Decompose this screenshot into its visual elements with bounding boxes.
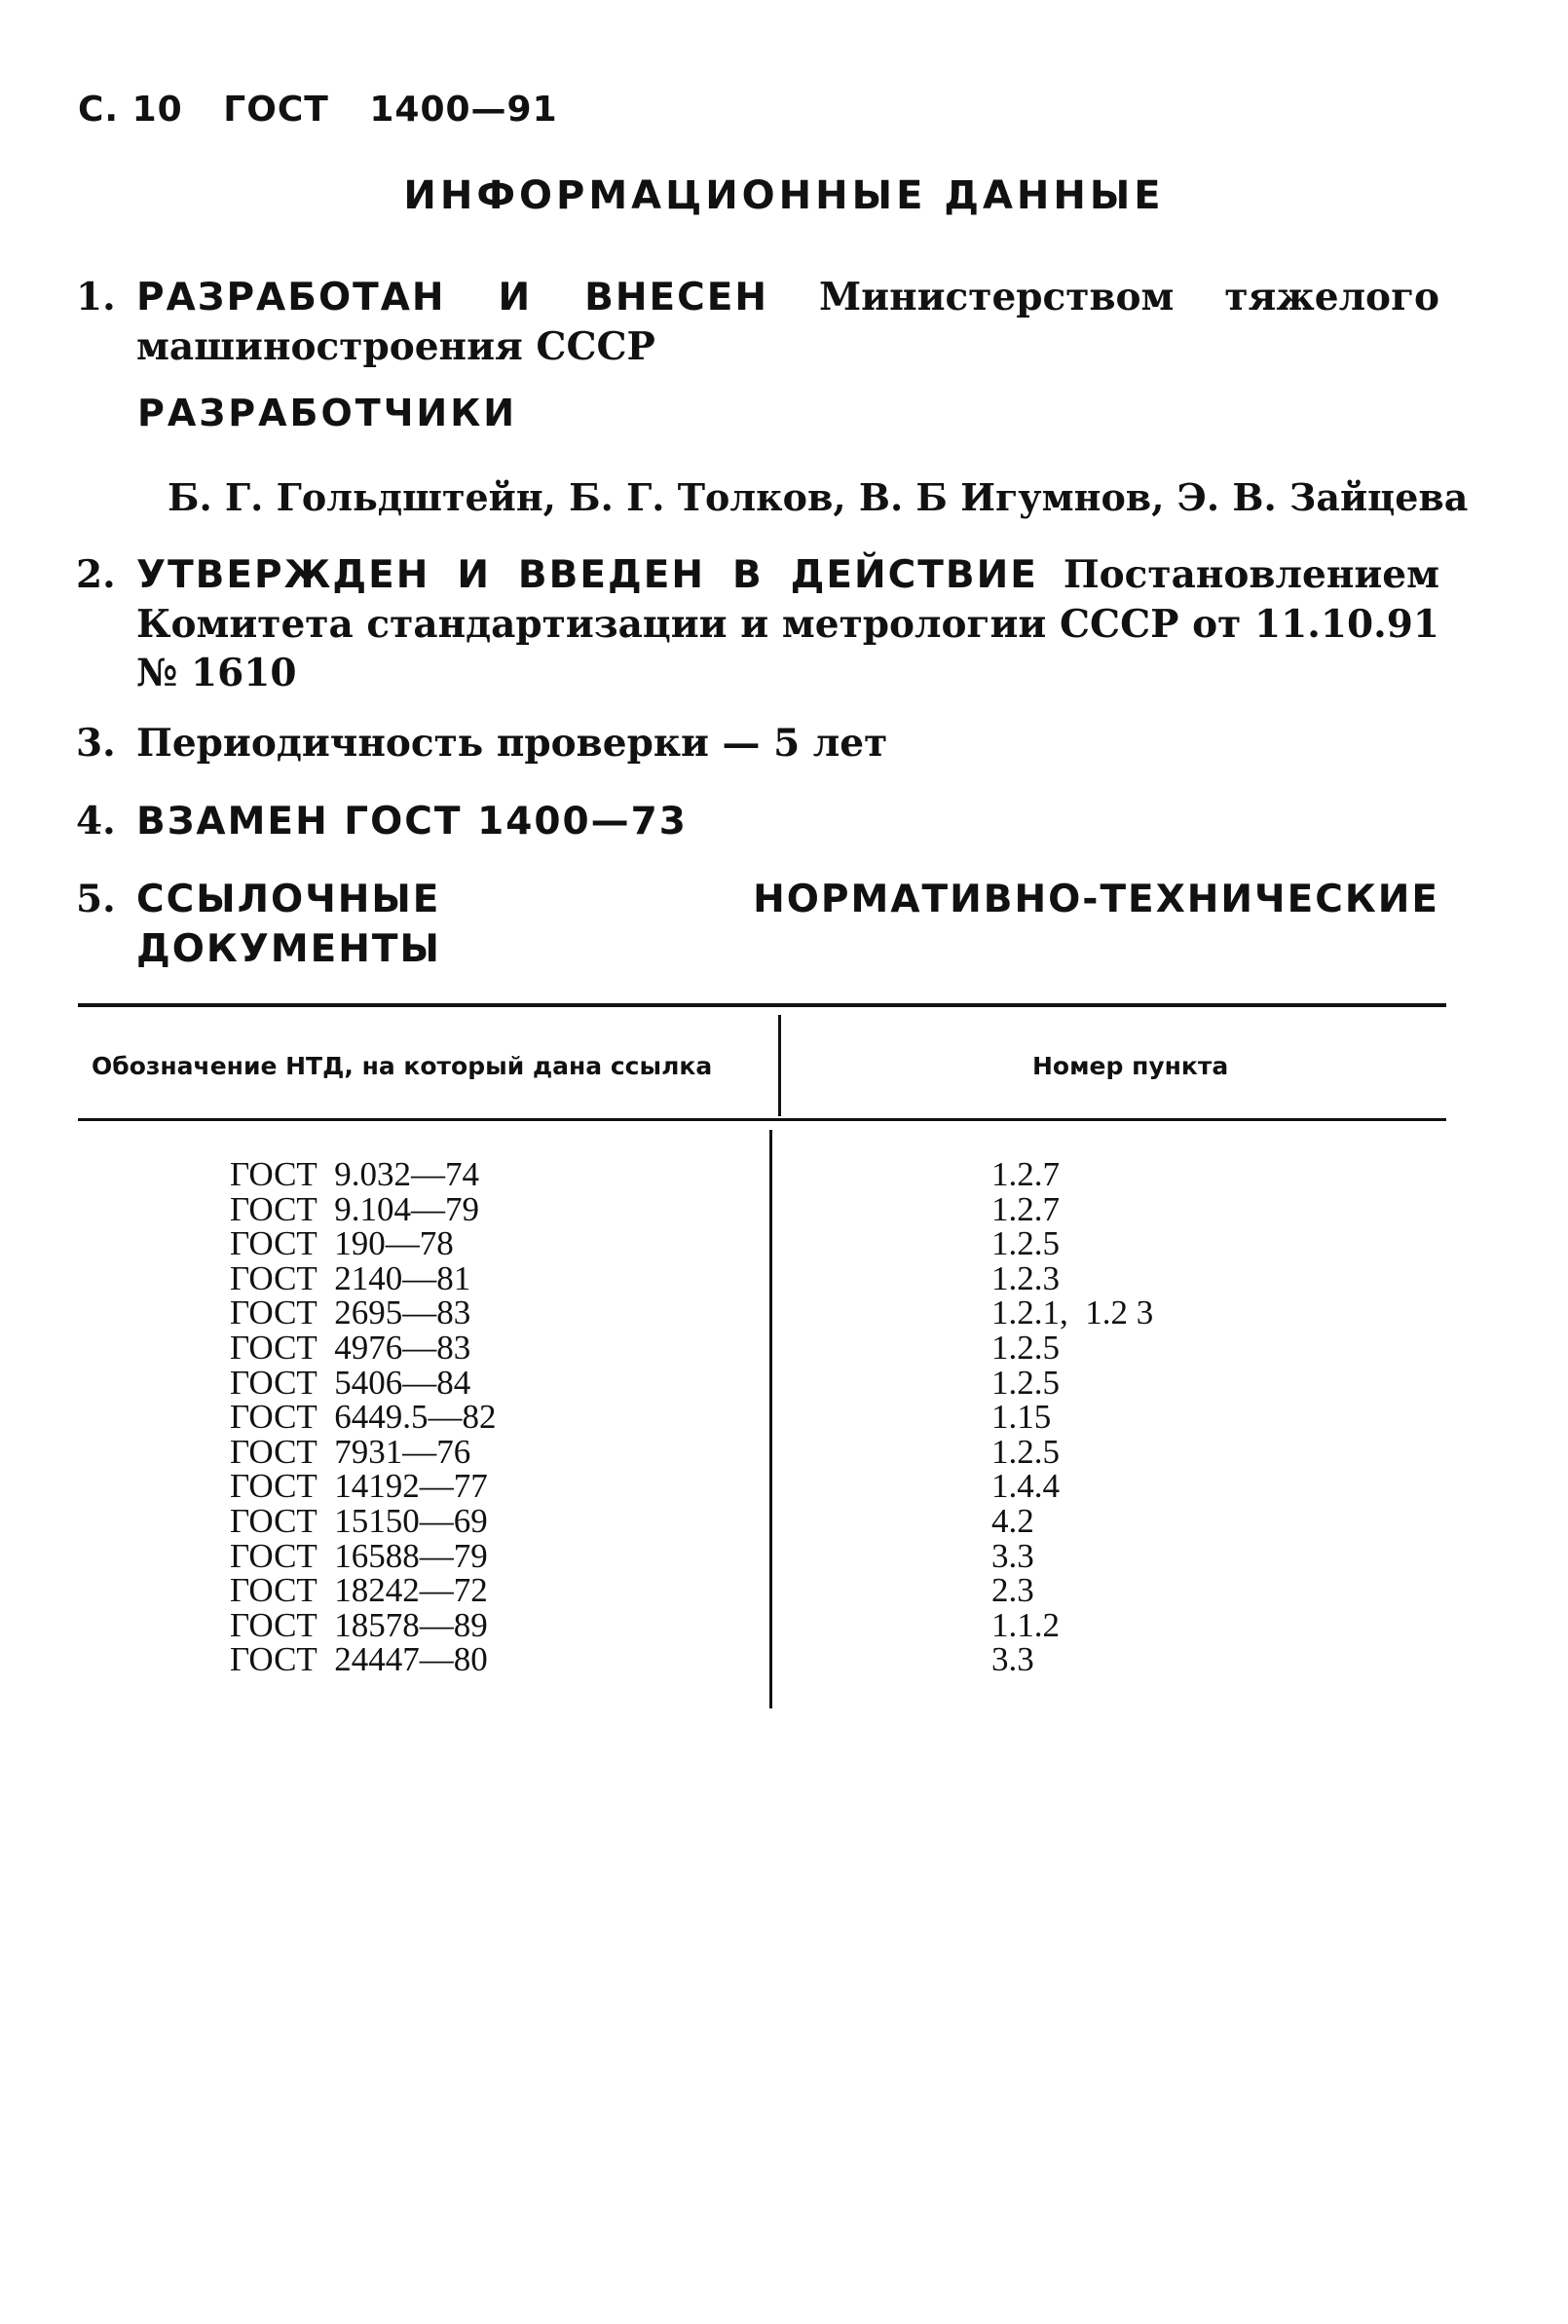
page-title: ИНФОРМАЦИОННЫЕ ДАННЫЕ [403, 173, 1165, 218]
table-header-divider [778, 1015, 781, 1116]
table-row-designation: ГОСТ 16588—79 [230, 1536, 488, 1575]
table-row-clause: 1.4.4 [991, 1467, 1060, 1506]
table-row-clause: 1.2.7 [991, 1189, 1060, 1228]
page-header [78, 90, 585, 130]
table-row-designation: ГОСТ 2140—81 [230, 1258, 471, 1297]
table-row-clause: 1.15 [991, 1398, 1052, 1437]
developers-list: Б. Г. Гольдштейн, Б. Г. Толков, В. Б Игумнов, Э. В. Зайцева [168, 475, 1469, 519]
item-number: 5. [76, 877, 116, 921]
clause-column [991, 1157, 1153, 1677]
table-row-clause: 3.3 [991, 1536, 1034, 1575]
developers-heading: РАЗРАБОТЧИКИ [137, 392, 518, 434]
table-column-divider [769, 1130, 772, 1708]
table-row-designation: ГОСТ 4976—83 [230, 1328, 471, 1367]
table-row-clause: 1.2.1, 1.2 3 [991, 1293, 1154, 1332]
table-header-rule [78, 1118, 1446, 1121]
item-caps: РАЗРАБОТАН И ВНЕСЕН [136, 276, 769, 319]
info-item-2 [76, 550, 1439, 697]
table-row-designation: ГОСТ 18578—89 [230, 1605, 488, 1644]
info-item-5 [76, 875, 1439, 974]
table-row-clause: 1.2.5 [991, 1363, 1060, 1402]
table-row-clause: 1.2.5 [991, 1224, 1060, 1263]
item-number: 4. [76, 799, 116, 843]
table-row-clause: 2.3 [991, 1571, 1034, 1610]
item-caps: УТВЕРЖДЕН И ВВЕДЕН В ДЕЙСТВИЕ [136, 553, 1038, 597]
page-number: С. 10 [78, 90, 183, 130]
item-number: 3. [76, 721, 116, 766]
table-row-designation: ГОСТ 190—78 [230, 1224, 454, 1263]
table-row-designation: ГОСТ 5406—84 [230, 1363, 471, 1402]
column-header-designation: Обозначение НТД, на который дана ссылка [92, 1052, 713, 1080]
table-row-designation: ГОСТ 2695—83 [230, 1293, 471, 1332]
table-row-clause: 1.2.5 [991, 1432, 1060, 1471]
standard-label: ГОСТ [223, 90, 329, 130]
table-row-clause: 1.2.7 [991, 1155, 1060, 1193]
info-item-3 [76, 719, 1439, 768]
table-row-designation: ГОСТ 9.104—79 [230, 1189, 480, 1228]
column-header-clause: Номер пункта [1032, 1052, 1229, 1080]
table-row-clause: 1.1.2 [991, 1605, 1060, 1644]
table-row-designation: ГОСТ 24447—80 [230, 1640, 488, 1679]
table-row-designation: ГОСТ 14192—77 [230, 1467, 488, 1506]
info-item-1 [76, 273, 1439, 371]
item-text: Периодичность проверки — 5 лет [136, 721, 888, 766]
item-number: 1. [76, 275, 116, 319]
table-row-designation: ГОСТ 7931—76 [230, 1432, 471, 1471]
table-row-designation: ГОСТ 15150—69 [230, 1501, 488, 1540]
table-row-clause: 4.2 [991, 1501, 1034, 1540]
table-top-rule [78, 1003, 1446, 1007]
item-number: 2. [76, 552, 116, 597]
table-row-designation: ГОСТ 6449.5—82 [230, 1398, 497, 1437]
info-item-4 [76, 797, 1439, 846]
item-caps: ВЗАМЕН ГОСТ 1400—73 [136, 800, 688, 843]
table-row-designation: ГОСТ 9.032—74 [230, 1155, 480, 1193]
table-row-clause: 1.2.3 [991, 1258, 1060, 1297]
standard-number: 1400—91 [369, 90, 558, 130]
designation-column [230, 1157, 497, 1677]
table-row-clause: 1.2.5 [991, 1328, 1060, 1367]
item-text: Постановлением Комитета стандартизации и метрологии СССР от 11.10.91 № 1610 [136, 552, 1439, 695]
item-caps: ССЫЛОЧНЫЕ НОРМАТИВНО-ТЕХНИЧЕСКИЕ ДОКУМЕНТЫ [136, 878, 1439, 971]
table-row-clause: 3.3 [991, 1640, 1034, 1679]
item-text: Министерством тяжелого машиностроения СССР [136, 275, 1439, 369]
table-row-designation: ГОСТ 18242—72 [230, 1571, 488, 1610]
